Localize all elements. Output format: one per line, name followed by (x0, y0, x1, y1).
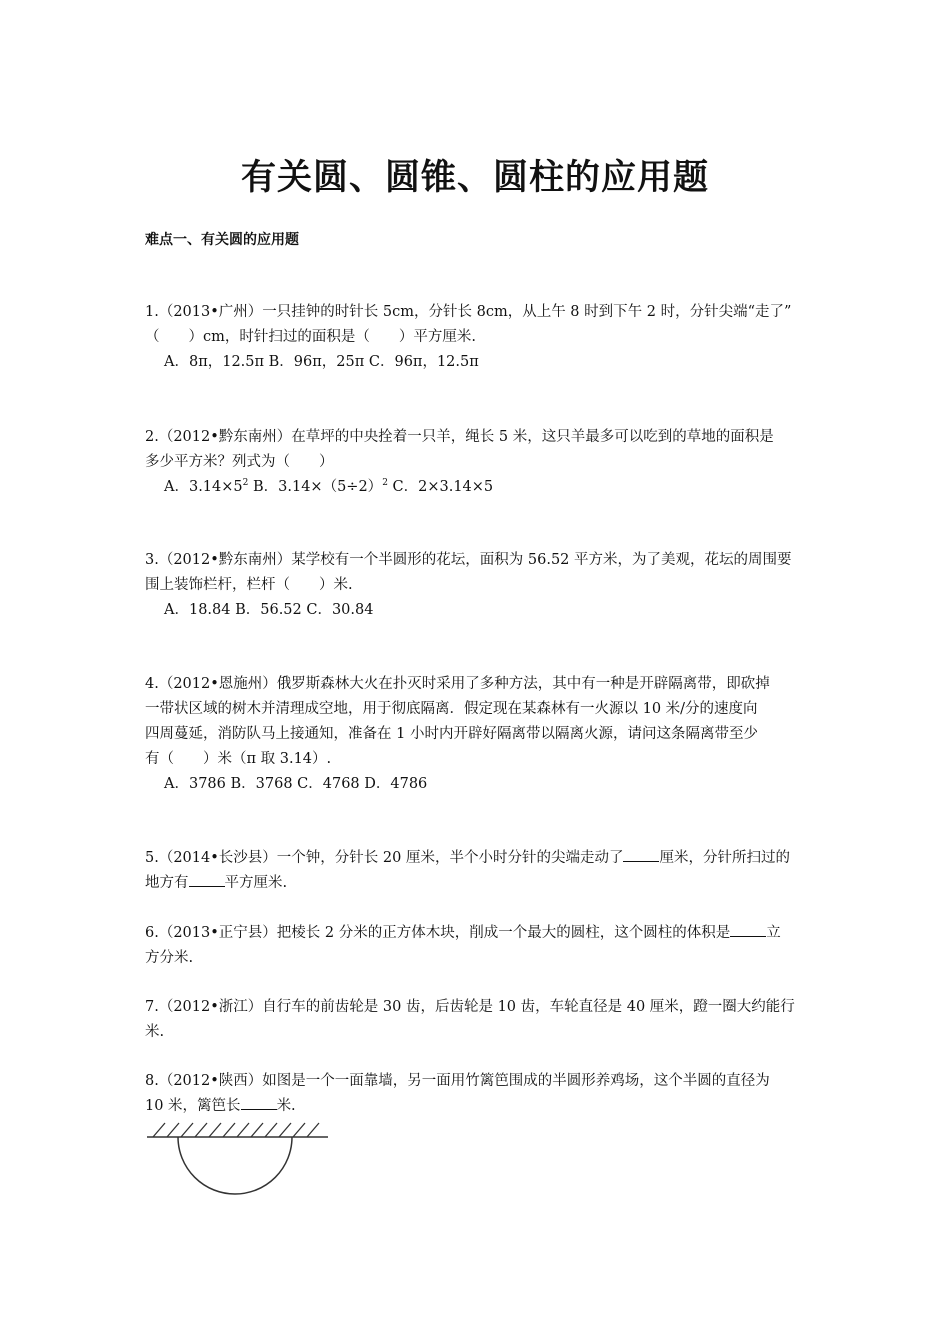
question-text: 米. (145, 1024, 165, 1040)
text-segment: 6.（2013•正宁县）把棱长 2 分米的正方体木块，削成一个最大的圆柱，这个圆柱的体积是 (145, 925, 731, 941)
section-heading: 难点一、有关圆的应用题 (145, 232, 299, 248)
question-text (145, 846, 810, 871)
question-text: 多少平方米？列式为（ ） (145, 454, 334, 470)
wall-hatching (153, 1123, 319, 1137)
text-segment: 10 米，篱笆长 (145, 1098, 241, 1114)
question-text: 8.（2012•陕西）如图是一个一面靠墙，另一面用竹篱笆围成的半圆形养鸡场，这个半圆的直径为 (145, 1073, 770, 1089)
question-2 (145, 425, 810, 500)
text-segment: 厘米，分针所扫过的 (659, 850, 790, 866)
answer-options: A．8π，12.5π B．96π，25π C．96π，12.5π (164, 354, 479, 370)
question-text: 2.（2012•黔东南州）在草坪的中央拴着一只羊，绳长 5 米，这只羊最多可以吃到的草地的面积是 (145, 429, 774, 445)
question-text: 一带状区域的树木并清理成空地，用于彻底隔离．假定现在某森林有一火源以 10 米/分的速度向 (145, 701, 758, 717)
question-text: 四周蔓延，消防队马上接通知，准备在 1 小时内开辟好隔离带以隔离火源，请问这条隔离带至少 (145, 726, 758, 742)
question-text: 7.（2012•浙江）自行车的前齿轮是 30 齿，后齿轮是 10 齿，车轮直径是 40 厘米，蹬一圈大约能行 (145, 999, 795, 1015)
question-text: 围上装饰栏杆，栏杆（ ）米. (145, 577, 353, 593)
question-text (145, 1094, 810, 1119)
answer-options: A．3786 B．3768 C．4768 D．4786 (164, 776, 428, 792)
answer-options (145, 475, 810, 500)
question-text (145, 921, 810, 946)
answer-blank (730, 935, 766, 937)
question-1 (145, 300, 810, 375)
exponent: 2 (382, 478, 388, 489)
question-text: 有（ ）米（π 取 3.14）. (145, 751, 332, 767)
question-text: 方分米. (145, 950, 194, 966)
answer-blank (241, 1108, 277, 1110)
text-segment: 米. (276, 1098, 296, 1114)
text-segment: 5.（2014•长沙县）一个钟，分针长 20 厘米，半个小时分针的尖端走动了 (145, 850, 624, 866)
text-segment: 平方厘米. (224, 875, 288, 891)
exponent: 2 (242, 478, 249, 489)
question-7 (145, 995, 810, 1045)
question-6 (145, 921, 810, 971)
question-4 (145, 672, 810, 797)
option-b: B．3.14×（5÷2） (248, 479, 383, 495)
answer-options: A．18.84 B．56.52 C．30.84 (164, 602, 374, 618)
question-text: 1.（2013•广州）一只挂钟的时针长 5cm，分针长 8cm，从上午 8 时到下午 2 时，分针尖端“走了” (145, 304, 792, 320)
option-a: A．3.14×5 (164, 479, 243, 495)
question-text: 4.（2012•恩施州）俄罗斯森林大火在扑灭时采用了多种方法，其中有一种是开辟隔离带，即砍掉 (145, 676, 770, 692)
answer-blank (623, 860, 659, 862)
question-text: （ ）cm，时针扫过的面积是（ ）平方厘米. (145, 329, 476, 345)
answer-blank (189, 885, 225, 887)
semicircle-wall-figure (145, 1120, 330, 1200)
question-text: 3.（2012•黔东南州）某学校有一个半圆形的花坛，面积为 56.52 平方米，为了美观，花坛的周围要 (145, 552, 792, 568)
question-3 (145, 548, 810, 623)
text-segment: 地方有 (145, 875, 189, 891)
semicircle-fence (178, 1137, 292, 1194)
text-segment: 立 (766, 925, 781, 941)
question-text (145, 871, 810, 896)
page-title: 有关圆、圆锥、圆柱的应用题 (240, 158, 709, 198)
question-8 (145, 1069, 810, 1119)
question-5 (145, 846, 810, 896)
option-c: C．2×3.14×5 (387, 479, 494, 495)
